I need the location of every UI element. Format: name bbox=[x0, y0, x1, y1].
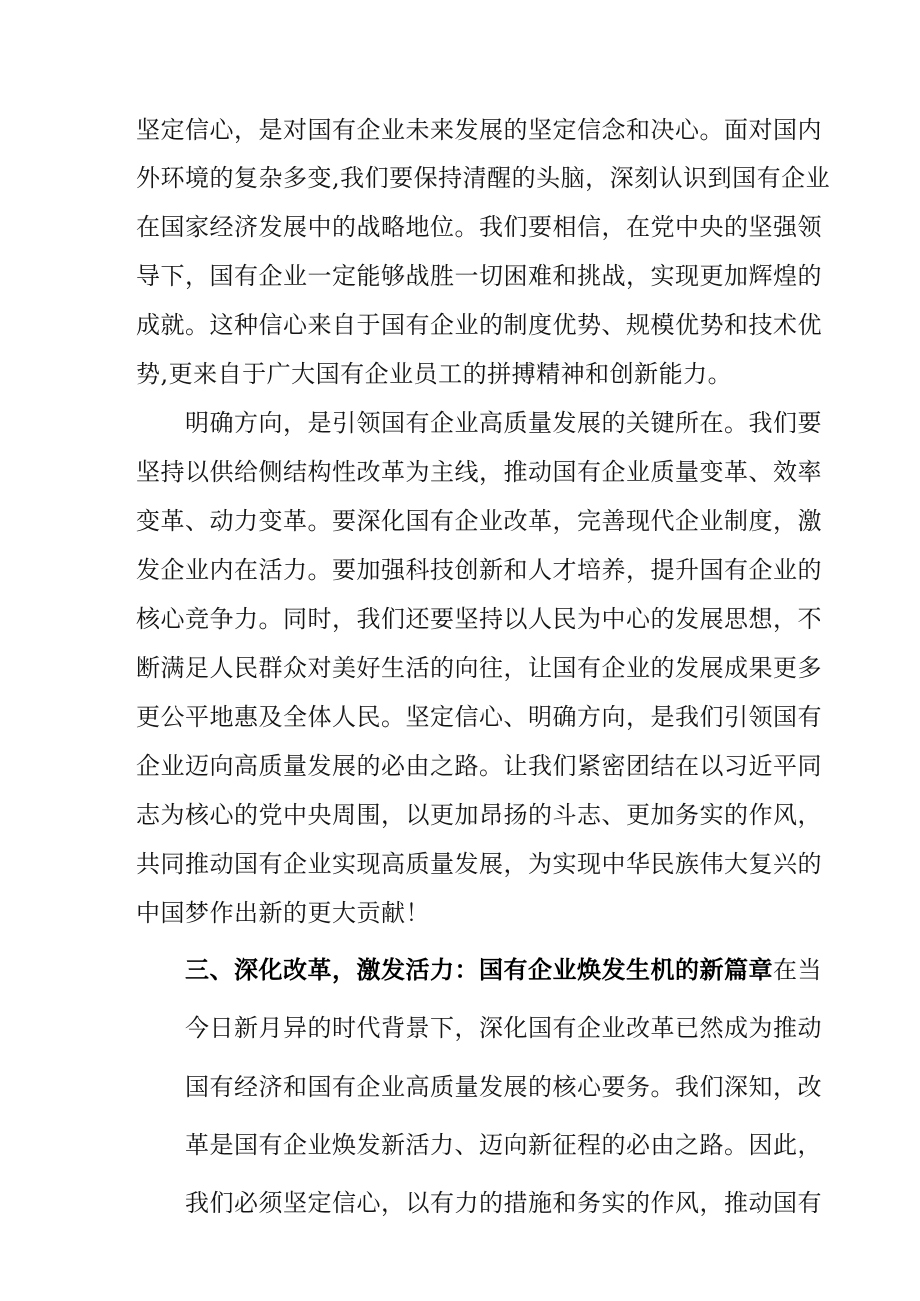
section3-line-3: 革是国有企业焕发新活力、迈向新征程的必由之路。因此， bbox=[185, 1131, 822, 1159]
paragraph1-line-6: 势,更来自于广大国有企业员工的拼搏精神和创新能力。 bbox=[136, 360, 733, 388]
section3-line-1: 今日新月异的时代背景下，深化国有企业改革已然成为推动 bbox=[185, 1014, 822, 1042]
section3-heading-line bbox=[185, 955, 822, 985]
paragraph2-line-10: 共同推动国有企业实现高质量发展，为实现中华民族伟大复兴的 bbox=[136, 850, 822, 878]
paragraph2-line-4: 发企业内在活力。要加强科技创新和人才培养，提升国有企业的 bbox=[136, 556, 822, 584]
paragraph1-line-4: 导下，国有企业一定能够战胜一切困难和挑战，实现更加辉煌的 bbox=[136, 262, 822, 290]
paragraph2-line-9: 志为核心的党中央周围，以更加昂扬的斗志、更加务实的作风， bbox=[136, 801, 822, 829]
paragraph2-line-7: 更公平地惠及全体人民。坚定信心、明确方向，是我们引领国有 bbox=[136, 703, 822, 731]
paragraph2-line-6: 断满足人民群众对美好生活的向往，让国有企业的发展成果更多 bbox=[136, 654, 822, 682]
paragraph2-line-5: 核心竞争力。同时，我们还要坚持以人民为中心的发展思想，不 bbox=[136, 605, 822, 633]
section3-line-4: 我们必须坚定信心，以有力的措施和务实的作风，推动国有 bbox=[185, 1189, 822, 1217]
paragraph2-line-3: 变革、动力变革。要深化国有企业改革，完善现代企业制度，激 bbox=[136, 507, 822, 535]
paragraph1-line-1: 坚定信心，是对国有企业未来发展的坚定信念和决心。面对国内 bbox=[136, 116, 822, 144]
paragraph2-line-8: 企业迈向高质量发展的必由之路。让我们紧密团结在以习近平同 bbox=[136, 752, 822, 780]
paragraph1-line-5: 成就。这种信心来自于国有企业的制度优势、规模优势和技术优 bbox=[136, 311, 822, 339]
section-heading: 三、深化改革，激发活力：国有企业焕发生机的新篇章 bbox=[185, 956, 773, 984]
paragraph1-line-2: 外环境的复杂多变,我们要保持清醒的头脑，深刻认识到国有企业 bbox=[136, 164, 831, 192]
paragraph2-line-2: 坚持以供给侧结构性改革为主线，推动国有企业质量变革、效率 bbox=[136, 458, 822, 486]
paragraph2-line-11: 中国梦作出新的更大贡献！ bbox=[136, 899, 430, 927]
section3-heading-tail: 在当 bbox=[773, 956, 822, 984]
section3-line-2: 国有经济和国有企业高质量发展的核心要务。我们深知，改 bbox=[185, 1073, 822, 1101]
paragraph1-line-3: 在国家经济发展中的战略地位。我们要相信，在党中央的坚强领 bbox=[136, 213, 822, 241]
paragraph2-line-1: 明确方向，是引领国有企业高质量发展的关键所在。我们要 bbox=[185, 409, 822, 437]
